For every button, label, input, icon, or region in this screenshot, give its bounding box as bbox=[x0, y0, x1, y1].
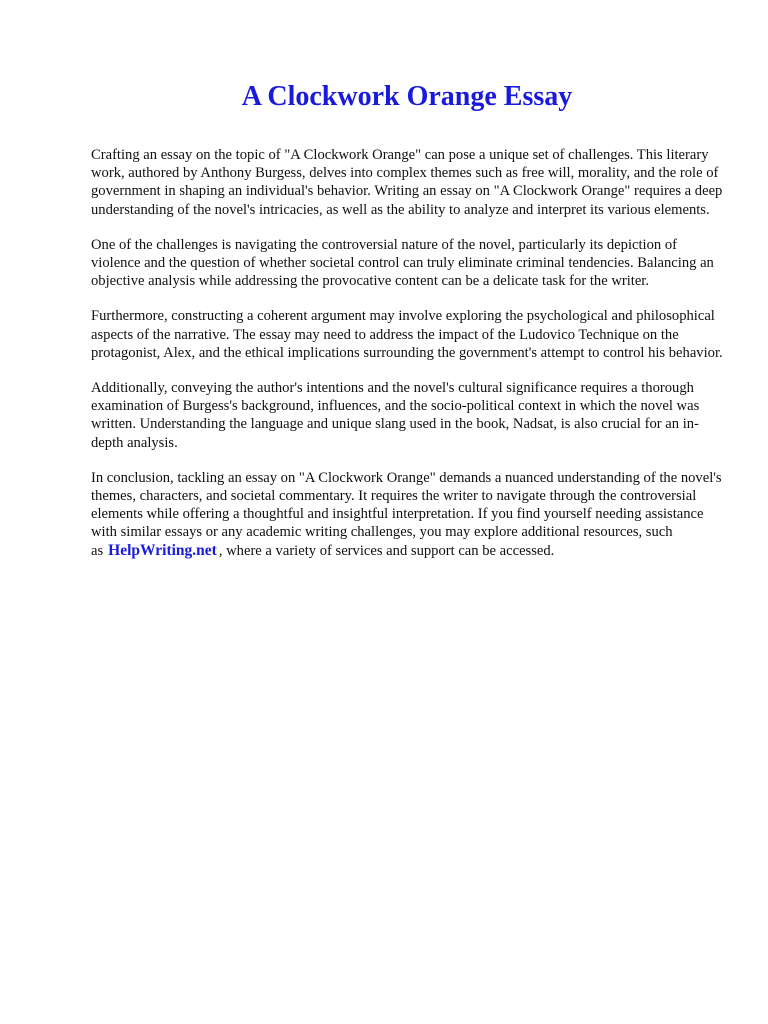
essay-body bbox=[91, 146, 729, 577]
conclusion-text-end: , where a variety of services and support can be accessed. bbox=[218, 542, 555, 559]
conclusion-text: In conclusion, tackling an essay on "A Clockwork Orange" demands a nuanced understanding of the novel's themes, characters, and societal commentary. It requires the writer to navigate through the controversial elements while offering a thoughtful and insightful interpretation. If you find yourself needing assistance with similar essays or any academic writing challenges, you may explore additional resources, such as bbox=[91, 469, 722, 559]
helpwriting-link[interactable]: HelpWriting.net bbox=[108, 541, 217, 559]
paragraph-argument: Furthermore, constructing a coherent argument may involve exploring the psychological and philosophical aspects of the narrative. The essay may need to address the impact of the Ludovico Technique on the protagonist, Alex, and the ethical implications surrounding the government's attempt to control his behavior. bbox=[91, 308, 723, 361]
paragraph-context: Additionally, conveying the author's intentions and the novel's cultural significance requires a thorough examination of Burgess's background, influences, and the socio-political context in which the novel was written. Understanding the language and unique slang used in the book, Nadsat, is also crucial for an in-depth analysis. bbox=[91, 380, 700, 451]
paragraph-challenges: One of the challenges is navigating the controversial nature of the novel, particularly its depiction of violence and the question of whether societal control can truly eliminate criminal tendencies. Balancing an objective analysis while addressing the provocative content can be a delicate task for the writer. bbox=[91, 236, 714, 290]
paragraph-conclusion bbox=[91, 469, 729, 560]
paragraph-intro: Crafting an essay on the topic of "A Clockwork Orange" can pose a unique set of challenges. This literary work, authored by Anthony Burgess, delves into complex themes such as free will, morality, and the role of government in shaping an individual's behavior. Writing an essay on "A Clockwork Orange" requires a deep understanding of the novel's intricacies, as well as the ability to analyze and interpret its various elements. bbox=[91, 147, 723, 218]
page-title: A Clockwork Orange Essay bbox=[241, 81, 573, 112]
